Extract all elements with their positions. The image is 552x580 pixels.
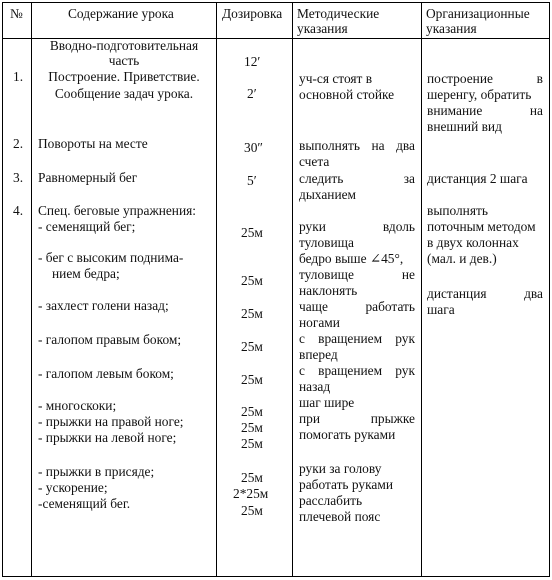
text-line: плечевой пояс	[299, 509, 381, 524]
text-line: (мал. и дев.)	[427, 251, 497, 266]
column-divider-2	[216, 2, 217, 577]
text-line: ногами	[299, 315, 340, 330]
text-line: основной стойке	[299, 87, 395, 102]
header-dosage: Дозировка	[222, 6, 283, 21]
text-line: шеренгу, обратить	[427, 87, 532, 102]
row-4-content-line: - многоскоки;	[38, 398, 117, 413]
text-line: помогать руками	[299, 427, 396, 442]
text-line: внешний вид	[427, 119, 502, 134]
text-line: с вращением рук	[299, 331, 415, 346]
row-1-content-line: часть	[108, 53, 140, 68]
row-4-organizational-notes	[427, 203, 543, 318]
text-line: дистанция два	[427, 286, 543, 301]
row-4-dosage: 2*25м	[233, 486, 269, 501]
text-line: в двух колоннах	[427, 235, 519, 250]
row-1-dosage: 12′	[244, 54, 261, 69]
row-4-content-line: - захлест голени назад;	[38, 298, 169, 313]
row-4-content-line: - галопом левым боком;	[38, 366, 174, 381]
table-border-left	[2, 2, 3, 577]
row-1-number: 1.	[13, 69, 24, 84]
row-2-dosage: 30″	[244, 140, 263, 155]
header-organizational-1: Организационные	[426, 6, 530, 21]
table-border-right	[549, 2, 550, 577]
text-line: с вращением рук	[299, 363, 415, 378]
row-3-methodical-notes	[299, 171, 415, 203]
text-line: работать руками	[299, 477, 393, 492]
row-2-methodical-notes	[299, 138, 415, 170]
row-4-dosage: 25м	[241, 420, 263, 435]
column-divider-4	[421, 2, 422, 577]
text-line: чаще работать	[299, 299, 415, 314]
text-line: при прыжке	[299, 411, 415, 426]
text-line: поточным методом	[427, 219, 536, 234]
row-4-dosage: 25м	[241, 470, 263, 485]
row-4-content-line: - бег с высоким поднима-	[38, 250, 184, 265]
row-1-dosage: 2′	[247, 86, 257, 101]
row-4-content-line: нием бедра;	[52, 266, 120, 281]
header-methodical-2: указания	[297, 21, 348, 36]
text-line: туловища	[299, 235, 354, 250]
row-4-dosage: 25м	[241, 404, 263, 419]
row-4-content-line: Спец. беговые упражнения:	[38, 203, 197, 218]
row-4-content-line: -семенящий бег.	[38, 496, 131, 511]
text-line: внимание на	[427, 103, 543, 118]
text-line: наклонять	[299, 283, 358, 298]
row-3-number: 3.	[13, 170, 24, 185]
row-4-dosage: 25м	[241, 339, 263, 354]
row-4-content-line: - галопом правым боком;	[38, 332, 182, 347]
table-border-bottom	[2, 576, 550, 577]
header-organizational-2: указания	[426, 21, 477, 36]
text-line: бедро выше ∠45°,	[299, 251, 404, 266]
row-4-content-line: - прыжки в присяде;	[38, 464, 155, 479]
text-line: туловище не	[299, 267, 415, 282]
row-4-number: 4.	[13, 203, 24, 218]
text-line: вперед	[299, 347, 338, 362]
row-1-content-line: Вводно-подготовительная	[49, 38, 199, 53]
header-methodical-1: Методические	[297, 6, 380, 21]
text-line: следить за	[299, 171, 415, 186]
row-4-content-line: - прыжки на правой ноге;	[38, 414, 184, 429]
row-4-dosage: 25м	[241, 273, 263, 288]
row-4-methodical-notes	[299, 219, 415, 525]
header-number: №	[10, 6, 23, 21]
text-line: руки вдоль	[299, 219, 415, 234]
text-line: уч-ся стоят в	[299, 71, 373, 86]
column-divider-1	[31, 2, 32, 577]
row-4-dosage: 25м	[241, 306, 263, 321]
row-2-content: Повороты на месте	[38, 136, 148, 151]
column-divider-3	[292, 2, 293, 577]
text-line: дыханием	[299, 187, 357, 202]
table-border-top	[2, 2, 550, 3]
header-lesson-content: Содержание урока	[68, 6, 174, 21]
row-4-dosage: 25м	[241, 436, 263, 451]
row-3-dosage: 5′	[247, 173, 257, 188]
row-4-dosage: 25м	[241, 225, 263, 240]
row-4-content-line: - семенящий бег;	[38, 219, 136, 234]
text-line: руки за голову	[299, 461, 382, 476]
row-4-dosage: 25м	[241, 503, 263, 518]
row-2-number: 2.	[13, 136, 24, 151]
text-line: расслабить	[299, 493, 363, 508]
text-line: выполнять	[427, 203, 488, 218]
row-1-organizational-notes	[427, 71, 543, 135]
row-1-content-line: Построение. Приветствие.	[48, 69, 200, 84]
row-4-dosage: 25м	[241, 372, 263, 387]
row-4-content-line: - прыжки на левой ноге;	[38, 430, 177, 445]
row-4-content-line: - ускорение;	[38, 480, 108, 495]
row-1-methodical-notes	[299, 71, 403, 103]
text-line: построение в	[427, 71, 543, 86]
text-line: выполнять на два	[299, 138, 415, 153]
row-3-organizational-note: дистанция 2 шага	[427, 171, 528, 186]
text-line: шаг шире	[299, 395, 355, 410]
text-line: шага	[427, 302, 455, 317]
row-1-content-line: Сообщение задач урока.	[54, 86, 194, 101]
text-line: счета	[299, 154, 330, 169]
row-3-content: Равномерный бег	[38, 170, 138, 185]
text-line: назад	[299, 379, 331, 394]
